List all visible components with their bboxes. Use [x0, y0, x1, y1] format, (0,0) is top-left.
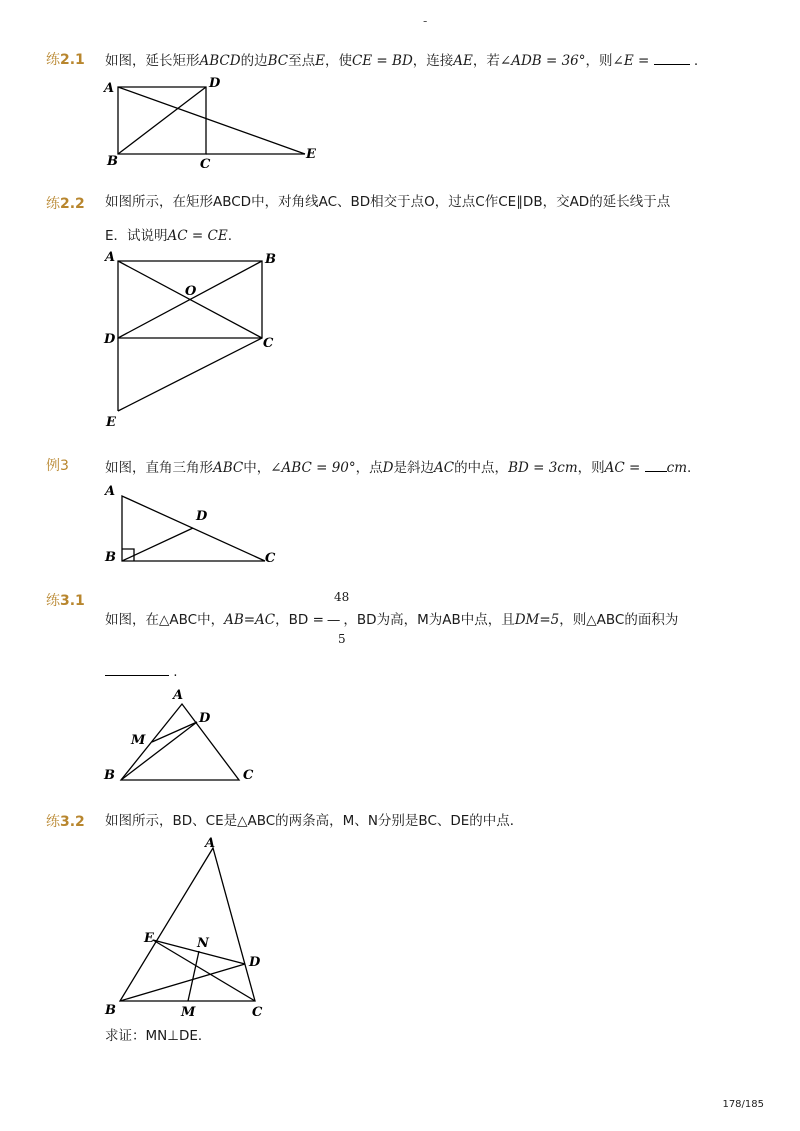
math-ac-eq: AC = [604, 460, 641, 476]
math-abcd: ABCD [199, 53, 241, 69]
page-number: 178/185 [722, 1099, 764, 1110]
math-bd: BD = 3cm [508, 460, 578, 476]
text-segment: . [687, 460, 692, 476]
math-cm: cm [666, 460, 688, 476]
label-number: 3 [60, 458, 69, 474]
label-b: B [105, 1003, 116, 1018]
problem-text-3-1 [105, 611, 678, 629]
text-segment: ，则 [585, 53, 613, 69]
label-c: C [263, 336, 274, 351]
math-ae: AE [453, 53, 473, 69]
figure-example-3 [100, 480, 290, 570]
label-prefix: 例 [46, 458, 60, 474]
math-bc: BC [267, 53, 289, 69]
label-b: B [105, 550, 116, 565]
text-segment: E．试说明 [105, 228, 168, 244]
math-ab-ac: AB=AC [224, 612, 276, 628]
label-a: A [105, 250, 116, 265]
text-segment: 是斜边 [393, 460, 434, 476]
label-number: 2.1 [60, 52, 85, 68]
label-b: B [265, 252, 276, 267]
label-n: N [197, 936, 209, 951]
figure-3-1 [100, 684, 270, 789]
label-e: E [144, 931, 154, 946]
text-segment: 如图，直角三角形 [105, 460, 213, 476]
label-prefix: 练 [46, 814, 60, 830]
label-b: B [107, 154, 118, 169]
answer-line-3-1 [105, 663, 178, 681]
figure-3-2 [100, 830, 280, 1030]
problem-label-2-1 [46, 49, 85, 69]
header-mark: - [423, 14, 428, 28]
math-ac: AC [433, 460, 455, 476]
text-segment: . [693, 53, 699, 69]
text-segment: ，则△ABC的面积为 [559, 612, 679, 628]
answer-blank[interactable] [645, 459, 667, 472]
label-number: 2.2 [60, 196, 85, 212]
label-b: B [104, 768, 115, 783]
text-segment: ，连接 [412, 53, 454, 69]
segment-mn [188, 951, 199, 1001]
math-angle-e: ∠E = [612, 53, 650, 69]
math-ce-bd: CE = BD [351, 53, 413, 69]
problem-label-example-3 [46, 455, 69, 475]
math-dm: DM=5 [514, 612, 560, 628]
text-segment: ，若 [472, 53, 500, 69]
problem-label-3-2 [46, 811, 85, 831]
text-segment: . [173, 664, 178, 680]
segment-ce [118, 338, 262, 411]
label-d: D [199, 711, 211, 726]
math-d: D [382, 460, 394, 476]
math-abc: ABC [213, 460, 244, 476]
label-c: C [265, 551, 276, 566]
fraction-bar: — [326, 612, 341, 628]
problem-text-2-1 [105, 52, 698, 70]
label-d: D [196, 509, 208, 524]
math-ac-ce: AC = CE [167, 228, 228, 244]
label-d: D [249, 955, 261, 970]
label-prefix: 练 [46, 593, 60, 609]
label-m: M [181, 1005, 196, 1020]
math-angle-abc: ∠ABC = 90° [270, 460, 356, 476]
text-segment: 如图，延长矩形 [105, 53, 200, 69]
text-segment: ，BD为高，M为AB中点，且 [343, 612, 515, 628]
problem-text-3-2: 如图所示，BD、CE是△ABC的两条高，M、N分别是BC、DE的中点． [105, 813, 524, 829]
segment-ae [118, 87, 305, 154]
label-o: O [185, 284, 197, 299]
label-a: A [173, 688, 184, 703]
figure-2-2 [100, 250, 290, 435]
label-a: A [104, 81, 115, 96]
label-c: C [243, 768, 254, 783]
text-segment: ，则 [577, 460, 605, 476]
label-prefix: 练 [46, 52, 60, 68]
problem-label-2-2 [46, 193, 85, 213]
problem-label-3-1 [46, 590, 85, 610]
fraction-numerator: 48 [334, 590, 350, 604]
label-e: E [106, 415, 116, 430]
text-segment: 中， [243, 460, 271, 476]
problem-text-2-2-line2 [105, 227, 232, 245]
text-segment: ，点 [355, 460, 383, 476]
math-e: E [315, 53, 325, 69]
text-segment: 的中点， [454, 460, 509, 476]
label-prefix: 练 [46, 196, 60, 212]
label-d: D [104, 332, 116, 347]
label-a: A [205, 836, 216, 851]
label-m: M [131, 733, 146, 748]
segment-bd [118, 87, 206, 154]
problem-text-example-3 [105, 459, 691, 477]
proof-statement-3-2: 求证：MN⊥DE． [105, 1028, 212, 1044]
text-segment: . [227, 228, 232, 244]
text-segment: 的边 [240, 53, 268, 69]
answer-blank[interactable] [105, 663, 169, 676]
text-segment: ，使 [324, 53, 352, 69]
altitude-bd [121, 722, 197, 780]
label-number: 3.1 [60, 593, 85, 609]
text-segment: ，BD = [275, 612, 324, 628]
label-c: C [252, 1005, 263, 1020]
math-angle-adb: ∠ADB = 36° [499, 53, 586, 69]
median-bd [122, 528, 193, 561]
fraction-denominator: 5 [338, 632, 346, 646]
figure-2-1 [100, 75, 330, 175]
label-number: 3.2 [60, 814, 85, 830]
text-segment: 至点 [288, 53, 316, 69]
label-c: C [200, 157, 211, 172]
label-a: A [105, 484, 116, 499]
label-d: D [209, 76, 221, 91]
triangle-abc [120, 848, 255, 1001]
label-e: E [306, 147, 316, 162]
problem-text-2-2-line1: 如图所示，在矩形ABCD中，对角线AC、BD相交于点O，过点C作CE∥DB，交AD的延长线于点 [105, 194, 671, 210]
answer-blank[interactable] [654, 52, 690, 65]
text-segment: 如图，在△ABC中， [105, 612, 225, 628]
right-angle-mark [122, 549, 134, 561]
